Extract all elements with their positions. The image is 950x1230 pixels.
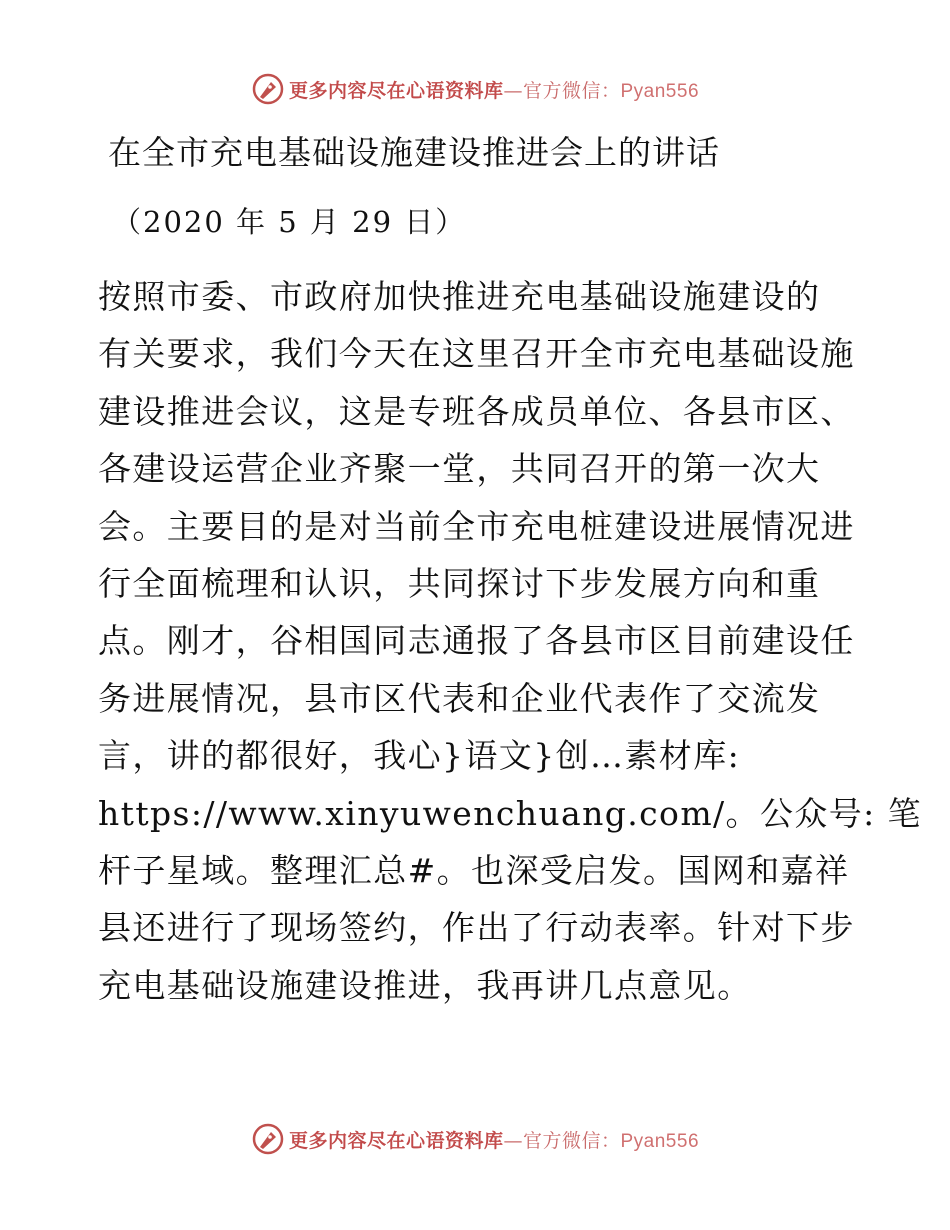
body-line: 杆子星域。整理汇总#。也深受启发。国网和嘉祥 [98,850,850,890]
footer-watermark [0,1122,950,1156]
body-line: 点。刚才，谷相国同志通报了各县市区目前建设任 [98,621,855,661]
watermark-separator: — [503,1129,523,1152]
watermark-brand: 更多内容尽在心语资料库 [288,79,504,102]
watermark-separator: — [503,79,523,102]
watermark-official: 官方微信： [522,1129,621,1152]
watermark-brand: 更多内容尽在心语资料库 [288,1129,504,1152]
body-line: 按照市委、市政府加快推进充电基础设施建设的 [98,277,821,316]
body-line: 建设推进会议，这是专班各成员单位、各县市区、 [98,391,855,431]
watermark-official: 官方微信： [522,79,621,102]
body-line-url: https://www.xinyuwenchuang.com/。公众号: 笔 [98,793,922,833]
watermark-id: Pyan556 [620,80,700,102]
body-line: 务进展情况，县市区代表和企业代表作了交流发 [98,678,821,718]
body-line: 各建设运营企业齐聚一堂，共同召开的第一次大 [98,449,821,489]
document-date: （2020 年 5 月 29 日） [112,205,467,239]
document-title: 在全市充电基础设施建设推进会上的讲话 [108,133,720,172]
body-line: 行全面梳理和认识，共同探讨下步发展方向和重 [98,563,821,603]
pen-nib-logo-icon [251,1122,285,1156]
watermark-text [289,76,699,103]
body-line: 充电基础设施建设推进，我再讲几点意见。 [98,965,752,1005]
watermark-text [289,1126,699,1153]
body-line: 言，讲的都很好，我心}语文}创…素材库: [98,736,741,776]
header-watermark [0,72,950,106]
watermark-id: Pyan556 [620,1130,700,1152]
body-line: 会。主要目的是对当前全市充电桩建设进展情况进 [98,506,855,546]
document-body [98,268,922,1014]
body-line: 有关要求，我们今天在这里召开全市充电基础设施 [98,334,855,374]
pen-nib-logo-icon [251,72,285,106]
body-line: 县还进行了现场签约，作出了行动表率。针对下步 [98,908,855,948]
